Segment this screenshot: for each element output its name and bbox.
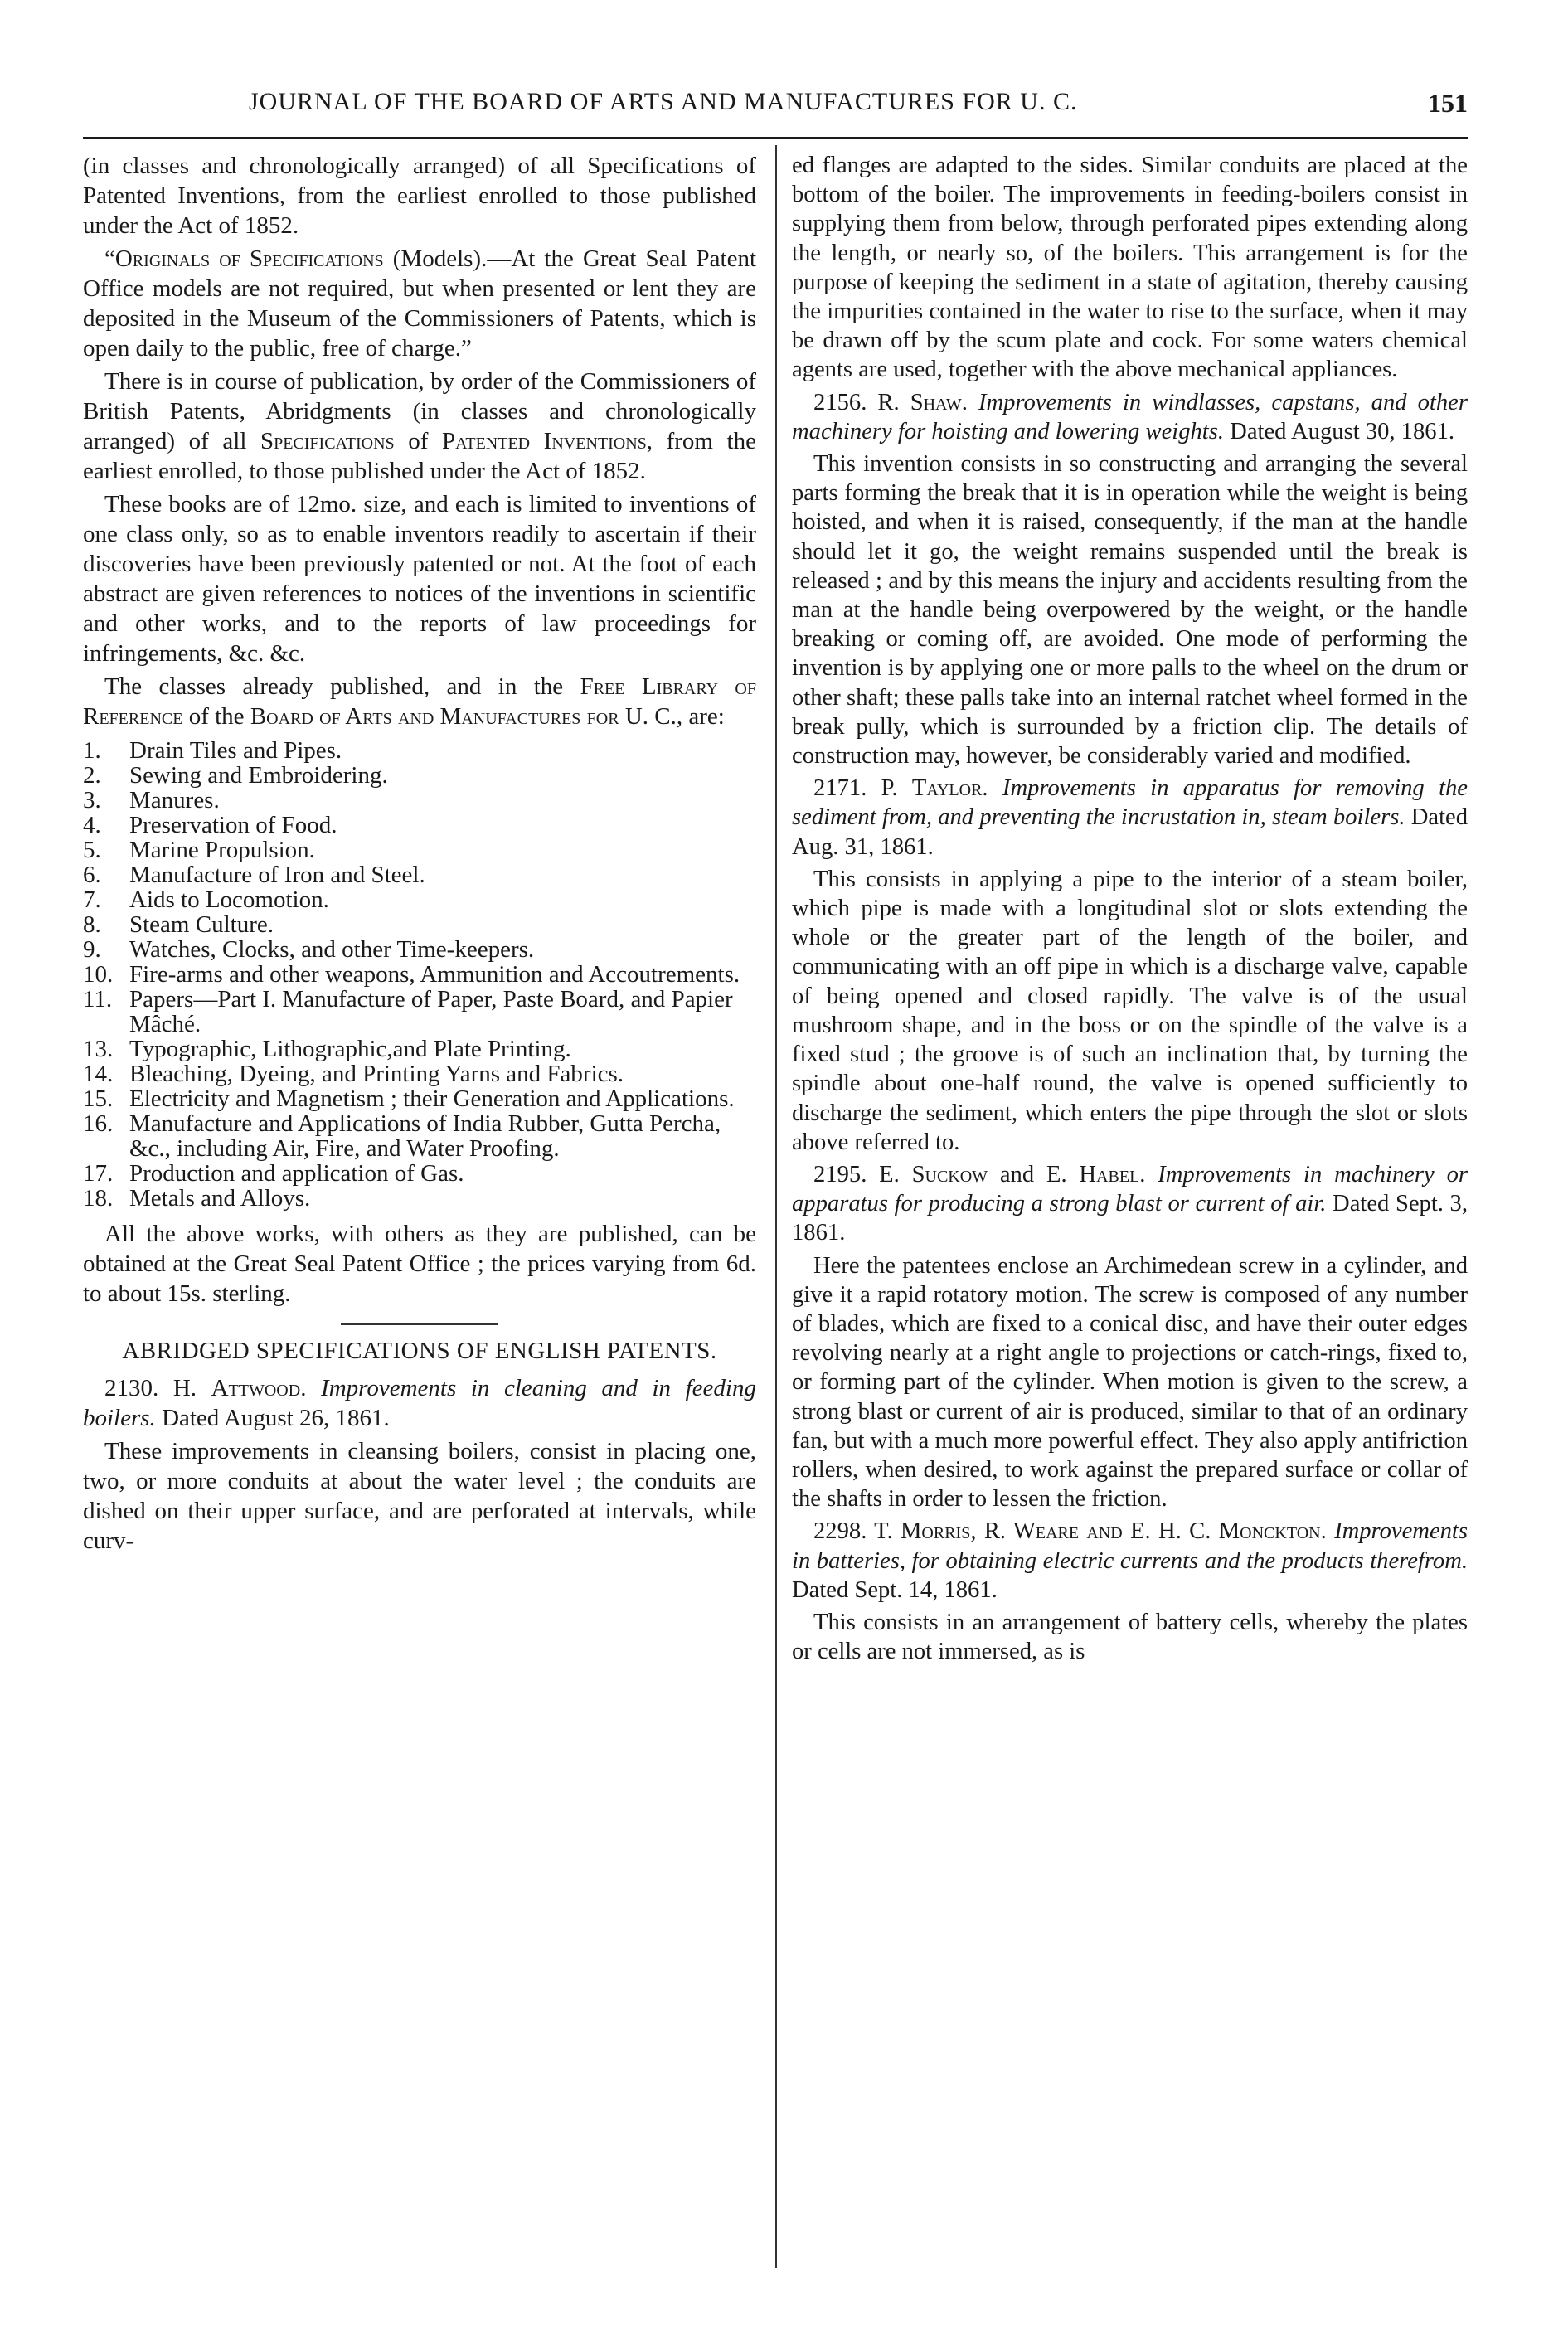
originals-rest: (Models).—At the Great Seal Patent Office models are not required, but when presented or lent they are deposited in the Museum of the Commissioners of Patents, which is open daily to the public, free of charge.” [83,245,756,362]
list-item [83,813,756,838]
publication-specifications: Specifications [260,428,395,454]
list-item-number: 8. [83,911,101,938]
list-item-text: Sewing and Embroidering. [129,762,388,789]
list-item-number: 15. [83,1085,114,1112]
list-item-text: Metals and Alloys. [129,1185,311,1212]
entry-number: 2156. R. [813,389,910,415]
list-item [83,1061,756,1086]
entry-date: Dated August 30, 1861. [1224,418,1455,444]
list-item [83,1037,756,1061]
column-divider [775,145,777,2268]
entry-patentee: Morris, R. Weare and E. H. C. Monckton. [901,1518,1327,1545]
right-column [792,151,1468,2307]
classes-intro-c: U. C., are: [619,703,725,730]
entry-number: 2298. T. [813,1518,901,1545]
left-column [83,151,756,2307]
list-item-text: Manures. [129,787,220,813]
list-item-text: Production and application of Gas. [129,1160,464,1187]
section-heading: ABRIDGED SPECIFICATIONS OF ENGLISH PATENTS. [122,1338,717,1364]
publication-text-c: , from the earliest enrolled, to those published under the Act of 1852. [83,428,756,484]
entry-2130-heading [83,1373,756,1433]
paragraph-continuation: ed flanges are adapted to the sides. Similar conduits are placed at the bottom of the boiler. The improvements in feeding-boilers consist in supplying them from below, through perforated pipes extending along the length, or nearly so, of the boilers. This arrangement is for the purpose of keeping the sediment in a state of agitation, thereby causing the impurities contained in the water to rise to the surface, when it may be drawn off by the scum plate and cock. For some waters chemical agents are used, together with the above mechanical appliances. [792,153,1468,383]
list-item [83,1161,756,1186]
list-item [83,1086,756,1111]
entry-2156-heading [792,388,1468,446]
list-item-number: 1. [83,737,101,764]
header-rule [83,137,1468,139]
list-item-number: 6. [83,862,101,888]
list-item-number: 2. [83,762,101,789]
entry-2171-heading [792,774,1468,862]
list-item [83,887,756,912]
list-item [83,763,756,788]
entry-number: 2130. H. [104,1375,211,1401]
classes-intro-b: of the [182,703,250,730]
section-divider [341,1323,498,1325]
entry-2195-body: Here the patentees enclose an Archimedean screw in a cylinder, and give it a rapid rotatory motion. The screw is composed of any number of blades, which are fixed to a conical disc, and have their outer edges revolving nearly at a right angle to projections or catch-rings, fixed to, or forming part of the cylinder. When motion is given to the screw, a strong blast or current of air is produced, similar to that of an ordinary fan, but with a much more powerful effect. They also apply antifriction rollers, when desired, to work against the prepared surface or collar of the shafts in order to lessen the friction. [792,1252,1468,1513]
entry-2130-body: These improvements in cleansing boilers, consist in placing one, two, or more conduits at about the water level ; the conduits are dished on their upper surface, and are perforated at intervals, while curv- [83,1438,756,1554]
list-item [83,987,756,1037]
list-item-text: Preservation of Food. [129,812,337,838]
list-item [83,1186,756,1211]
list-item-number: 10. [83,961,114,988]
classes-list [83,738,756,1211]
entry-patentee-second: Habel. [1079,1161,1146,1187]
classes-intro-board: Board of Arts and Manufactures for [250,703,619,730]
list-item-text: Aids to Locomotion. [129,886,329,913]
list-item-text: Drain Tiles and Pipes. [129,737,342,764]
originals-lead: “Originals of Specifications [104,245,384,272]
list-item [83,1111,756,1161]
list-item-number: 4. [83,812,101,838]
entry-date: Dated Aug. 31, 1861. [792,804,1468,860]
publication-patented-inventions: Patented Inventions [442,428,647,454]
entry-2195-heading [792,1160,1468,1248]
entry-2171-body: This consists in applying a pipe to the interior of a steam boiler, which pipe is made with a longitudinal slot or slots extending the whole or the greater part of the length of the boiler, and communicating with an off pipe in which is a discharge valve, capable of being opened and closed rapidly. The valve is of the usual mushroom shape, and in the boss or on the spindle of the valve is a fixed stud ; the groove is of such an inclination that, by turning the spindle about one-half round, the valve is opened sufficiently to discharge the sediment, which enters the pipe through the slot or slots above referred to. [792,866,1468,1155]
paragraph-availability: All the above works, with others as they are published, can be obtained at the Great Seal Patent Office ; the prices varying from 6d. to about 15s. sterling. [83,1221,756,1307]
paragraph-classes-intro [83,672,756,731]
entry-date: Dated Sept. 14, 1861. [792,1576,998,1603]
list-item-number: 16. [83,1110,114,1137]
list-item-number: 7. [83,886,101,913]
list-item-number: 5. [83,837,101,863]
list-item [83,912,756,937]
entry-2298-body: This consists in an arrangement of battery cells, whereby the plates or cells are not immersed, as is [792,1609,1468,1665]
list-item [83,788,756,813]
list-item-number: 13. [83,1036,114,1062]
entry-conjunction: and E. [988,1161,1080,1187]
entry-title: Improvements in cleaning and in feeding boilers. [83,1375,756,1431]
entry-number: 2195. E. [813,1161,912,1187]
list-item-number: 9. [83,936,101,963]
list-item [83,962,756,987]
list-item-text: Typographic, Lithographic,and Plate Printing. [129,1036,571,1062]
list-item [83,838,756,862]
entry-title: Improvements in machinery or apparatus for producing a strong blast or current of air. [792,1161,1468,1217]
paragraph-publication [83,367,756,486]
paragraph-books: These books are of 12mo. size, and each is limited to inventions of one class only, so as to enable inventors readily to ascertain if their discoveries have been previously patented or not. At the foot of each abstract are given references to notices of the inventions in scientific and other works, and to the reports of law proceedings for infringements, &c. &c. [83,491,756,667]
entry-2156-body: This invention consists in so constructing and arranging the several parts forming the break that it is in operation while the weight is being hoisted, and when it is raised, consequently, if the man at the handle should let it go, the weight remains suspended until the break is released ; and by this means the injury and accidents resulting from the man at the handle being overpowered by the weight, or the handle breaking or coming off, are avoided. One mode of performing the invention is by applying one or more palls to the wheel on the drum or other shaft; these palls take into an internal ratchet wheel formed in the break pully, which is surrounded by a friction clip. The details of construction may, however, be considerably varied and modified. [792,451,1468,770]
publication-text-a: There is in course of publication, by order of the Commissioners of British Patents, Abridgments (in classes and chronologically arranged) of all [83,368,756,454]
list-item-text: Watches, Clocks, and other Time-keepers. [129,936,535,963]
list-item [83,862,756,887]
entry-patentee: Shaw. [910,389,968,415]
classes-intro-library: Free Library of Reference [83,673,756,730]
list-item [83,738,756,763]
list-item-text: Bleaching, Dyeing, and Printing Yarns and Fabrics. [129,1061,624,1087]
page-header [83,83,1468,133]
entry-patentee: Attwood. [211,1375,307,1401]
entry-patentee: Taylor. [911,775,988,802]
entry-patentee: Suckow [911,1161,988,1187]
paragraph-abridgments-continued: (in classes and chronologically arranged) of all Specifications of Patented Inventions, from the earliest enrolled to those published under the Act of 1852. [83,153,756,239]
entry-2298-heading [792,1517,1468,1605]
entry-title: Improvements in windlasses, capstans, and other machinery for hoisting and lowering weights. [792,389,1468,444]
list-item-text: Steam Culture. [129,911,274,938]
list-item-number: 3. [83,787,101,813]
list-item-text: Manufacture and Applications of India Rubber, Gutta Percha, &c., including Air, Fire, and Water Proofing. [129,1110,721,1162]
entry-number: 2171. P. [813,775,912,802]
list-item-number: 11. [83,986,113,1013]
classes-intro-a: The classes already published, and in the [104,673,580,700]
entry-title: Improvements in apparatus for removing the sediment from, and preventing the incrustation in, steam boilers. [792,775,1468,831]
list-item-text: Marine Propulsion. [129,837,315,863]
list-item-number: 17. [83,1160,114,1187]
running-title: JOURNAL OF THE BOARD OF ARTS AND MANUFACTURES FOR U. C. [249,88,1078,115]
page-number: 151 [1428,88,1468,118]
list-item-number: 18. [83,1185,114,1212]
list-item-text: Manufacture of Iron and Steel. [129,862,425,888]
list-item-text: Fire-arms and other weapons, Ammunition and Accoutrements. [129,961,740,988]
list-item-text: Electricity and Magnetism ; their Generation and Applications. [129,1085,735,1112]
paragraph-originals [83,244,756,363]
entry-date: Dated Sept. 3, 1861. [792,1191,1468,1246]
publication-text-b: of [394,428,442,454]
list-item-text: Papers—Part I. Manufacture of Paper, Paste Board, and Papier Mâché. [129,986,733,1037]
entry-title: Improvements in batteries, for obtaining electric currents and the products therefrom. [792,1518,1468,1574]
list-item-number: 14. [83,1061,114,1087]
list-item [83,937,756,962]
entry-date: Dated August 26, 1861. [155,1405,390,1431]
